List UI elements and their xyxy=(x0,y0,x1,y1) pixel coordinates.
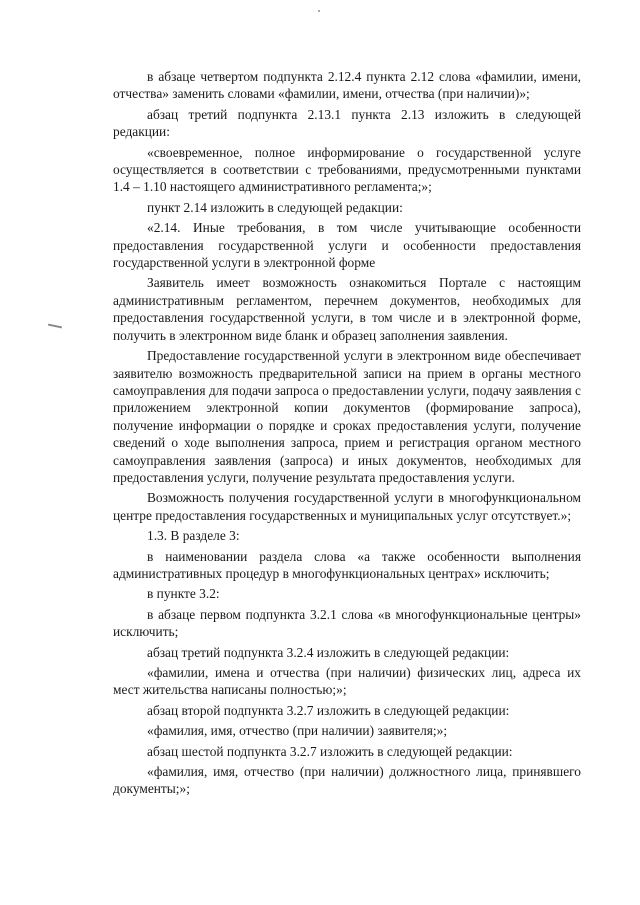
paragraph-17: абзац шестой подпункта 3.2.7 изложить в следующей редакции: xyxy=(147,743,513,759)
paragraph-16: «фамилия, имя, отчество (при наличии) заявителя;»; xyxy=(147,723,448,739)
paragraph-1: в абзаце четвертом подпункта 2.12.4 пункта 2.12 слова «фамилии, имени, отчества» заменить словами «фамилии, имени, отчества (при наличии)»; xyxy=(113,69,581,102)
paragraph-6: Заявитель имеет возможность ознакомиться Портале с настоящим административным регламентом, перечнем документов, необходимых для предоставления государственной услуги, в том числе и в электронной форме, получить в электронном виде бланк и образец заполнения заявления. xyxy=(113,275,581,343)
scan-artifact-dot xyxy=(318,10,320,12)
paragraph-14: «фамилии, имена и отчества (при наличии) физических лиц, адреса их мест жительства написаны полностью;»; xyxy=(113,665,581,698)
paragraph-4: пункт 2.14 изложить в следующей редакции: xyxy=(147,199,403,215)
paragraph-12: в абзаце первом подпункта 3.2.1 слова «в многофункциональные центры» исключить; xyxy=(113,606,581,640)
paragraph-2: абзац третий подпункта 2.13.1 пункта 2.13 изложить в следующей редакции: xyxy=(113,106,581,140)
paragraph-11: в пункте 3.2: xyxy=(147,586,220,602)
document-page xyxy=(113,68,581,801)
paragraph-3: «своевременное, полное информирование о государственной услуге осуществляется в соответствии с требованиями, предусмотренными пунктами 1.4 – 1.10 настоящего административного регламента;»; xyxy=(113,144,581,195)
scan-artifact-mark xyxy=(48,324,62,329)
paragraph-9: 1.3. В разделе 3: xyxy=(147,528,240,544)
paragraph-13: абзац третий подпункта 3.2.4 изложить в следующей редакции: xyxy=(147,644,510,660)
paragraph-7: Предоставление государственной услуги в электронном виде обеспечивает заявителю возможность предварительной записи на прием в органы местного самоуправления для подачи запроса о предоставлении услуги, подачу заявления с приложением электронной копии документов (формирование запроса), получение информации о порядке и сроках предоставления услуги, получение сведений о ходе выполнения запроса, прием и регистрация органом местного самоуправления заявления (запроса) и иных документов, необходимых для предоставления услуги, получение результата предоставления услуги. xyxy=(113,348,581,485)
paragraph-5: «2.14. Иные требования, в том числе учитывающие особенности предоставления государственной услуги и особенности предоставления государственной услуги в электронной форме xyxy=(113,220,581,271)
paragraph-15: абзац второй подпункта 3.2.7 изложить в следующей редакции: xyxy=(147,702,510,718)
paragraph-10: в наименовании раздела слова «а также особенности выполнения административных процедур в многофункциональных центрах» исключить; xyxy=(113,548,581,581)
paragraph-8: Возможность получения государственной услуги в многофункциональном центре предоставления государственных и муниципальных услуг отсутствует.»; xyxy=(113,490,581,523)
paragraph-18: «фамилия, имя, отчество (при наличии) должностного лица, принявшего документы;»; xyxy=(113,764,581,797)
